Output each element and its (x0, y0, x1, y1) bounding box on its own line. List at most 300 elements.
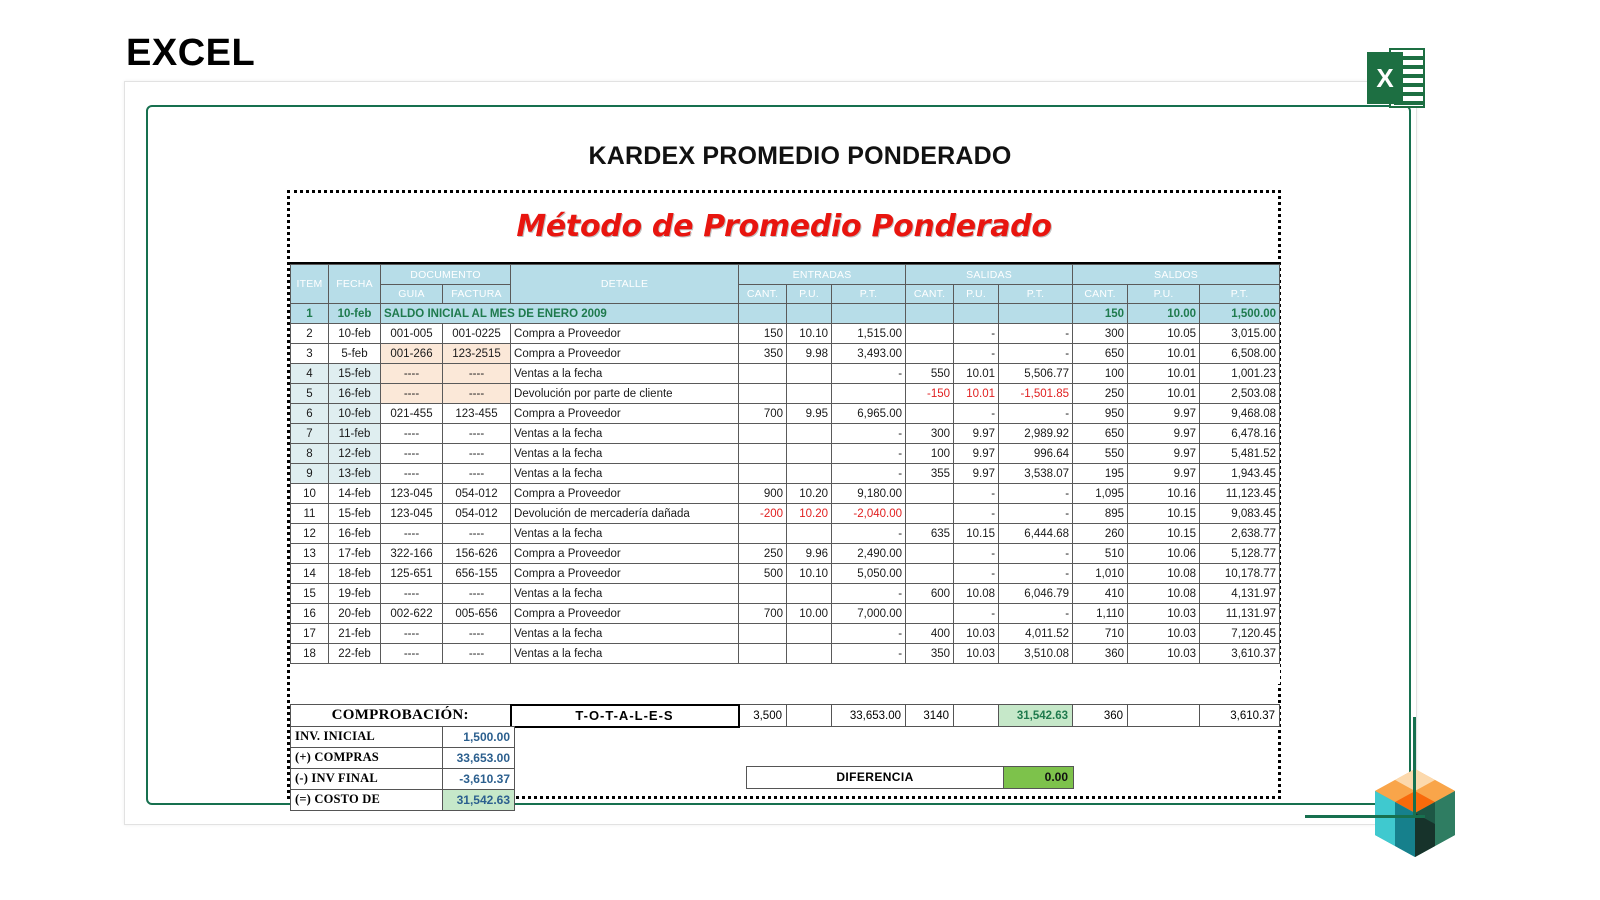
cell-s_pu: - (954, 604, 999, 624)
cell-detalle: Ventas a la fecha (511, 424, 739, 444)
cell-item: 18 (291, 644, 329, 664)
table-row[interactable] (291, 424, 1280, 444)
cell-b_pt: 9,083.45 (1200, 504, 1280, 524)
col-header-entradas-pt: P.T. (832, 285, 906, 304)
cell-detalle: Ventas a la fecha (511, 364, 739, 384)
col-header-saldos-cant: CANT. (1073, 285, 1128, 304)
cell-s_cant (906, 504, 954, 524)
table-row[interactable] (291, 304, 1280, 324)
cell-factura: 001-0225 (443, 324, 511, 344)
cell-b_pu: 9.97 (1128, 444, 1200, 464)
cell-s_pu (954, 304, 999, 324)
cell-s_pt: 3,510.08 (999, 644, 1073, 664)
cell-s_cant (906, 404, 954, 424)
cell-factura: 656-155 (443, 564, 511, 584)
cell-e_pt: - (832, 364, 906, 384)
cell-e_cant (739, 424, 787, 444)
cell-b_pt: 11,131.97 (1200, 604, 1280, 624)
cell-s_pt: - (999, 404, 1073, 424)
cell-s_cant (906, 304, 954, 324)
cell-item: 17 (291, 624, 329, 644)
brand-cube-icon (1355, 757, 1475, 877)
cell-e_cant (739, 624, 787, 644)
cell-fecha: 16-feb (329, 384, 381, 404)
cell-e_pt: 3,493.00 (832, 344, 906, 364)
cell-item: 16 (291, 604, 329, 624)
cell-guia: 125-651 (381, 564, 443, 584)
cell-e_cant: 500 (739, 564, 787, 584)
cell-guia: ---- (381, 444, 443, 464)
col-header-saldos-pu: P.U. (1128, 285, 1200, 304)
kardex-table (290, 264, 1280, 684)
cell-factura: 123-2515 (443, 344, 511, 364)
table-row[interactable] (291, 344, 1280, 364)
cell-s_cant: 300 (906, 424, 954, 444)
cell-factura: ---- (443, 364, 511, 384)
cell-factura: ---- (443, 584, 511, 604)
cell-e_pt: - (832, 524, 906, 544)
cell-detalle: Compra a Proveedor (511, 344, 739, 364)
cell-e_pt: 1,515.00 (832, 324, 906, 344)
cell-s_pt: - (999, 544, 1073, 564)
cell-b_pu: 9.97 (1128, 424, 1200, 444)
comprobacion-row (291, 768, 515, 789)
cell-s_pu: - (954, 484, 999, 504)
table-row[interactable] (291, 564, 1280, 584)
cell-item: 3 (291, 344, 329, 364)
cell-b_pt: 3,610.37 (1200, 644, 1280, 664)
cell-s_pu: - (954, 324, 999, 344)
cell-item: 15 (291, 584, 329, 604)
cell-e_pu (787, 424, 832, 444)
cell-b_cant: 100 (1073, 364, 1128, 384)
cell-s_pu: 10.15 (954, 524, 999, 544)
cell-s_pu: - (954, 504, 999, 524)
col-header-salidas-pu: P.U. (954, 285, 999, 304)
cell-s_pt: 5,506.77 (999, 364, 1073, 384)
cell-s_pu: - (954, 344, 999, 364)
cell-s_pt: 6,444.68 (999, 524, 1073, 544)
cell-b_pt: 1,943.45 (1200, 464, 1280, 484)
total-saldos-pu (1128, 705, 1200, 727)
cell-fecha: 10-feb (329, 324, 381, 344)
cell-fecha: 10-feb (329, 304, 381, 324)
cell-b_cant: 650 (1073, 344, 1128, 364)
cell-b_pt: 3,015.00 (1200, 324, 1280, 344)
table-header (291, 265, 1280, 304)
cell-b_pu: 10.03 (1128, 644, 1200, 664)
cell-detalle: Ventas a la fecha (511, 464, 739, 484)
cell-item: 12 (291, 524, 329, 544)
cell-b_cant: 510 (1073, 544, 1128, 564)
cell-fecha: 22-feb (329, 644, 381, 664)
cell-s_cant: -150 (906, 384, 954, 404)
table-row[interactable] (291, 624, 1280, 644)
cell-e_pu: 9.95 (787, 404, 832, 424)
total-salidas-pt: 31,542.63 (999, 705, 1073, 727)
cell-b_pu: 10.00 (1128, 304, 1200, 324)
cell-fecha: 20-feb (329, 604, 381, 624)
cell-detalle: Ventas a la fecha (511, 644, 739, 664)
cell-fecha: 21-feb (329, 624, 381, 644)
cell-e_cant (739, 444, 787, 464)
total-saldos-pt: 3,610.37 (1200, 705, 1280, 727)
col-header-item: ITEM (291, 265, 329, 304)
cell-s_cant: 350 (906, 644, 954, 664)
table-row[interactable] (291, 544, 1280, 564)
comprobacion-block (290, 726, 515, 811)
cell-fecha: 14-feb (329, 484, 381, 504)
totales-label: T-O-T-A-L-E-S (511, 705, 739, 727)
col-header-salidas-cant: CANT. (906, 285, 954, 304)
cell-item: 9 (291, 464, 329, 484)
cell-factura: 054-012 (443, 504, 511, 524)
comprobacion-row (291, 726, 515, 747)
cell-factura: 054-012 (443, 484, 511, 504)
cell-e_cant (739, 304, 787, 324)
totales-table (290, 704, 1280, 728)
cell-b_pu: 9.97 (1128, 464, 1200, 484)
cell-fecha: 15-feb (329, 364, 381, 384)
cell-s_pt: 4,011.52 (999, 624, 1073, 644)
cell-e_pu: 10.00 (787, 604, 832, 624)
cell-e_pt: - (832, 624, 906, 644)
cell-e_pt: - (832, 464, 906, 484)
cell-item: 14 (291, 564, 329, 584)
cell-detalle: Ventas a la fecha (511, 584, 739, 604)
cell-s_pu: 9.97 (954, 464, 999, 484)
cell-guia: ---- (381, 584, 443, 604)
excel-logo-icon (1367, 48, 1425, 108)
cell-fecha: 15-feb (329, 504, 381, 524)
kardex-heading: KARDEX PROMEDIO PONDERADO (588, 142, 1012, 170)
cell-e_pu (787, 444, 832, 464)
cell-factura: ---- (443, 644, 511, 664)
cell-e_cant (739, 384, 787, 404)
table-row[interactable] (291, 604, 1280, 624)
cell-guia: ---- (381, 364, 443, 384)
total-salidas-pu (954, 705, 999, 727)
cell-s_cant (906, 564, 954, 584)
cell-s_cant (906, 544, 954, 564)
cell-detalle: Ventas a la fecha (511, 444, 739, 464)
comprobacion-label: INV. INICIAL (291, 726, 443, 747)
spreadsheet (287, 190, 1281, 807)
table-spacer-row (291, 664, 1280, 684)
cell-item: 11 (291, 504, 329, 524)
cell-e_cant: 900 (739, 484, 787, 504)
cell-b_cant: 250 (1073, 384, 1128, 404)
cell-b_pu: 10.01 (1128, 384, 1200, 404)
table-row[interactable] (291, 524, 1280, 544)
cell-s_cant: 600 (906, 584, 954, 604)
cell-b_pt: 6,508.00 (1200, 344, 1280, 364)
cell-guia: 021-455 (381, 404, 443, 424)
cell-item: 13 (291, 544, 329, 564)
cell-s_cant (906, 344, 954, 364)
cell-fecha: 16-feb (329, 524, 381, 544)
cell-s_cant: 635 (906, 524, 954, 544)
cell-fecha: 18-feb (329, 564, 381, 584)
cell-e_pu (787, 464, 832, 484)
comprobacion-value: -3,610.37 (443, 768, 515, 789)
cell-s_pu: - (954, 404, 999, 424)
cell-b_pt: 4,131.97 (1200, 584, 1280, 604)
total-entradas-pu (787, 705, 832, 727)
cell-detalle: Devolución de mercadería dañada (511, 504, 739, 524)
cell-e_pt: 7,000.00 (832, 604, 906, 624)
comprobacion-label: (=) COSTO DE (291, 789, 443, 810)
cell-b_pt: 7,120.45 (1200, 624, 1280, 644)
cell-s_pt: - (999, 484, 1073, 504)
table-row[interactable] (291, 584, 1280, 604)
cell-b_cant: 410 (1073, 584, 1128, 604)
cell-b_pu: 10.03 (1128, 624, 1200, 644)
comprobacion-value: 31,542.63 (443, 789, 515, 810)
cell-b_cant: 150 (1073, 304, 1128, 324)
cell-s_pt: - (999, 604, 1073, 624)
comprobacion-title: COMPROBACIÓN: (291, 705, 511, 727)
cell-factura: ---- (443, 384, 511, 404)
cell-s_pt (999, 304, 1073, 324)
cell-s_pu: 9.97 (954, 424, 999, 444)
cell-s_pt: 6,046.79 (999, 584, 1073, 604)
cell-s_pu: 10.08 (954, 584, 999, 604)
cell-guia: ---- (381, 424, 443, 444)
cell-s_cant (906, 324, 954, 344)
cell-b_cant: 300 (1073, 324, 1128, 344)
cell-fecha: 12-feb (329, 444, 381, 464)
cell-guia: 001-266 (381, 344, 443, 364)
cell-s_pt: - (999, 324, 1073, 344)
cell-b_pu: 10.16 (1128, 484, 1200, 504)
col-header-entradas-cant: CANT. (739, 285, 787, 304)
col-header-salidas: SALIDAS (906, 265, 1073, 285)
cell-e_pt: 5,050.00 (832, 564, 906, 584)
comprobacion-value: 1,500.00 (443, 726, 515, 747)
cell-b_cant: 195 (1073, 464, 1128, 484)
total-entradas-cant: 3,500 (739, 705, 787, 727)
cell-detalle: Compra a Proveedor (511, 484, 739, 504)
total-salidas-cant: 3140 (906, 705, 954, 727)
cell-e_pt: - (832, 584, 906, 604)
cell-e_pu: 10.10 (787, 324, 832, 344)
cell-guia: ---- (381, 464, 443, 484)
cell-guia: 001-005 (381, 324, 443, 344)
cell-s_cant: 100 (906, 444, 954, 464)
cell-detalle: Devolución por parte de cliente (511, 384, 739, 404)
cell-e_pt: 6,965.00 (832, 404, 906, 424)
cell-b_pu: 10.15 (1128, 504, 1200, 524)
col-header-detalle: DETALLE (511, 265, 739, 304)
cell-e_pu (787, 364, 832, 384)
table-row[interactable] (291, 644, 1280, 664)
col-header-saldos-pt: P.T. (1200, 285, 1280, 304)
cell-e_pt (832, 304, 906, 324)
col-header-guia: GUIA (381, 285, 443, 304)
cell-e_pt: 9,180.00 (832, 484, 906, 504)
diferencia-value: 0.00 (1004, 766, 1074, 788)
cell-b_cant: 895 (1073, 504, 1128, 524)
cell-guia: 123-045 (381, 484, 443, 504)
cell-b_pt: 2,503.08 (1200, 384, 1280, 404)
cell-guia: ---- (381, 624, 443, 644)
cell-detalle: Ventas a la fecha (511, 524, 739, 544)
cell-b_pt: 1,500.00 (1200, 304, 1280, 324)
col-header-entradas-pu: P.U. (787, 285, 832, 304)
cell-s_pt: - (999, 504, 1073, 524)
cell-item: 1 (291, 304, 329, 324)
excel-x-letter: X (1367, 52, 1403, 104)
table-row[interactable] (291, 444, 1280, 464)
cell-b_pt: 1,001.23 (1200, 364, 1280, 384)
cell-b_cant: 550 (1073, 444, 1128, 464)
cell-detalle: Ventas a la fecha (511, 624, 739, 644)
col-header-entradas: ENTRADAS (739, 265, 906, 285)
cell-b_pt: 10,178.77 (1200, 564, 1280, 584)
cell-detalle: Compra a Proveedor (511, 404, 739, 424)
table-row[interactable] (291, 324, 1280, 344)
cell-b_pu: 10.06 (1128, 544, 1200, 564)
cell-factura: 005-656 (443, 604, 511, 624)
cell-b_pt: 5,481.52 (1200, 444, 1280, 464)
diferencia-block (746, 766, 1074, 789)
cell-s_pu: 10.03 (954, 624, 999, 644)
cell-s_pt: - (999, 344, 1073, 364)
cell-item: 6 (291, 404, 329, 424)
cell-s_pt: 3,538.07 (999, 464, 1073, 484)
cell-factura: ---- (443, 524, 511, 544)
cell-e_cant: 700 (739, 604, 787, 624)
diferencia-label: DIFERENCIA (747, 766, 1004, 788)
cell-s_pu: - (954, 544, 999, 564)
cell-e_pu (787, 304, 832, 324)
total-entradas-pt: 33,653.00 (832, 705, 906, 727)
cell-item: 5 (291, 384, 329, 404)
comprobacion-value: 33,653.00 (443, 747, 515, 768)
cell-e_pt (832, 384, 906, 404)
cell-s_pt: -1,501.85 (999, 384, 1073, 404)
total-saldos-cant: 360 (1073, 705, 1128, 727)
cell-e_cant: 250 (739, 544, 787, 564)
cell-s_cant: 400 (906, 624, 954, 644)
cell-item: 7 (291, 424, 329, 444)
table-row[interactable] (291, 504, 1280, 524)
col-header-factura: FACTURA (443, 285, 511, 304)
cell-b_pu: 10.01 (1128, 344, 1200, 364)
cell-detalle: Compra a Proveedor (511, 544, 739, 564)
cell-s_pt: - (999, 564, 1073, 584)
cell-e_pu: 9.98 (787, 344, 832, 364)
cell-guia: ---- (381, 384, 443, 404)
cell-b_cant: 1,095 (1073, 484, 1128, 504)
cell-b_pu: 10.01 (1128, 364, 1200, 384)
cell-item: 4 (291, 364, 329, 384)
table-row[interactable] (291, 364, 1280, 384)
col-header-documento: DOCUMENTO (381, 265, 511, 285)
cell-s_pu: 10.01 (954, 384, 999, 404)
cell-b_pu: 10.05 (1128, 324, 1200, 344)
cell-e_pt: 2,490.00 (832, 544, 906, 564)
cell-fecha: 17-feb (329, 544, 381, 564)
cell-detalle: Compra a Proveedor (511, 324, 739, 344)
cell-b_pt: 5,128.77 (1200, 544, 1280, 564)
cell-fecha: 10-feb (329, 404, 381, 424)
cell-b_pu: 9.97 (1128, 404, 1200, 424)
table-body (291, 304, 1280, 684)
cell-fecha: 11-feb (329, 424, 381, 444)
cell-s_pu: - (954, 564, 999, 584)
cell-guia: ---- (381, 644, 443, 664)
cell-s_cant: 550 (906, 364, 954, 384)
cell-b_pu: 10.03 (1128, 604, 1200, 624)
cell-b_pu: 10.08 (1128, 584, 1200, 604)
col-header-fecha: FECHA (329, 265, 381, 304)
cell-item: 8 (291, 444, 329, 464)
table-row[interactable] (291, 384, 1280, 404)
cell-factura: ---- (443, 464, 511, 484)
cell-b_cant: 710 (1073, 624, 1128, 644)
cell-e_cant: -200 (739, 504, 787, 524)
cell-detalle: Compra a Proveedor (511, 604, 739, 624)
cell-guia: 002-622 (381, 604, 443, 624)
cell-fecha: 13-feb (329, 464, 381, 484)
cell-factura: ---- (443, 424, 511, 444)
cell-detalle: SALDO INICIAL AL MES DE ENERO 2009 (381, 304, 739, 324)
table-row[interactable] (291, 484, 1280, 504)
cell-detalle: Compra a Proveedor (511, 564, 739, 584)
table-row[interactable] (291, 464, 1280, 484)
cell-s_cant: 355 (906, 464, 954, 484)
cell-factura: ---- (443, 444, 511, 464)
cell-item: 2 (291, 324, 329, 344)
cell-guia: ---- (381, 524, 443, 544)
comprobacion-label: (-) INV FINAL (291, 768, 443, 789)
comprobacion-table (290, 726, 515, 811)
cell-s_pu: 10.01 (954, 364, 999, 384)
table-row[interactable] (291, 404, 1280, 424)
cell-fecha: 19-feb (329, 584, 381, 604)
comprobacion-row (291, 789, 515, 810)
cell-s_pu: 9.97 (954, 444, 999, 464)
cell-b_cant: 260 (1073, 524, 1128, 544)
cell-e_cant: 150 (739, 324, 787, 344)
cell-e_pu: 10.20 (787, 484, 832, 504)
cell-e_pu (787, 524, 832, 544)
cell-e_pt: - (832, 644, 906, 664)
cell-e_pu: 10.20 (787, 504, 832, 524)
cell-b_pt: 11,123.45 (1200, 484, 1280, 504)
comprobacion-label: (+) COMPRAS (291, 747, 443, 768)
cell-e_pu (787, 644, 832, 664)
cell-b_cant: 1,110 (1073, 604, 1128, 624)
cell-s_pu: 10.03 (954, 644, 999, 664)
cell-b_pt: 2,638.77 (1200, 524, 1280, 544)
cell-e_pu: 10.10 (787, 564, 832, 584)
cell-e_cant: 350 (739, 344, 787, 364)
cell-b_cant: 1,010 (1073, 564, 1128, 584)
cell-factura: 156-626 (443, 544, 511, 564)
cell-e_pt: - (832, 444, 906, 464)
cell-b_cant: 360 (1073, 644, 1128, 664)
cell-e_cant (739, 464, 787, 484)
cell-e_cant (739, 524, 787, 544)
cell-b_pt: 9,468.08 (1200, 404, 1280, 424)
cell-factura: 123-455 (443, 404, 511, 424)
cell-b_cant: 950 (1073, 404, 1128, 424)
cell-e_cant (739, 364, 787, 384)
cell-s_cant (906, 604, 954, 624)
